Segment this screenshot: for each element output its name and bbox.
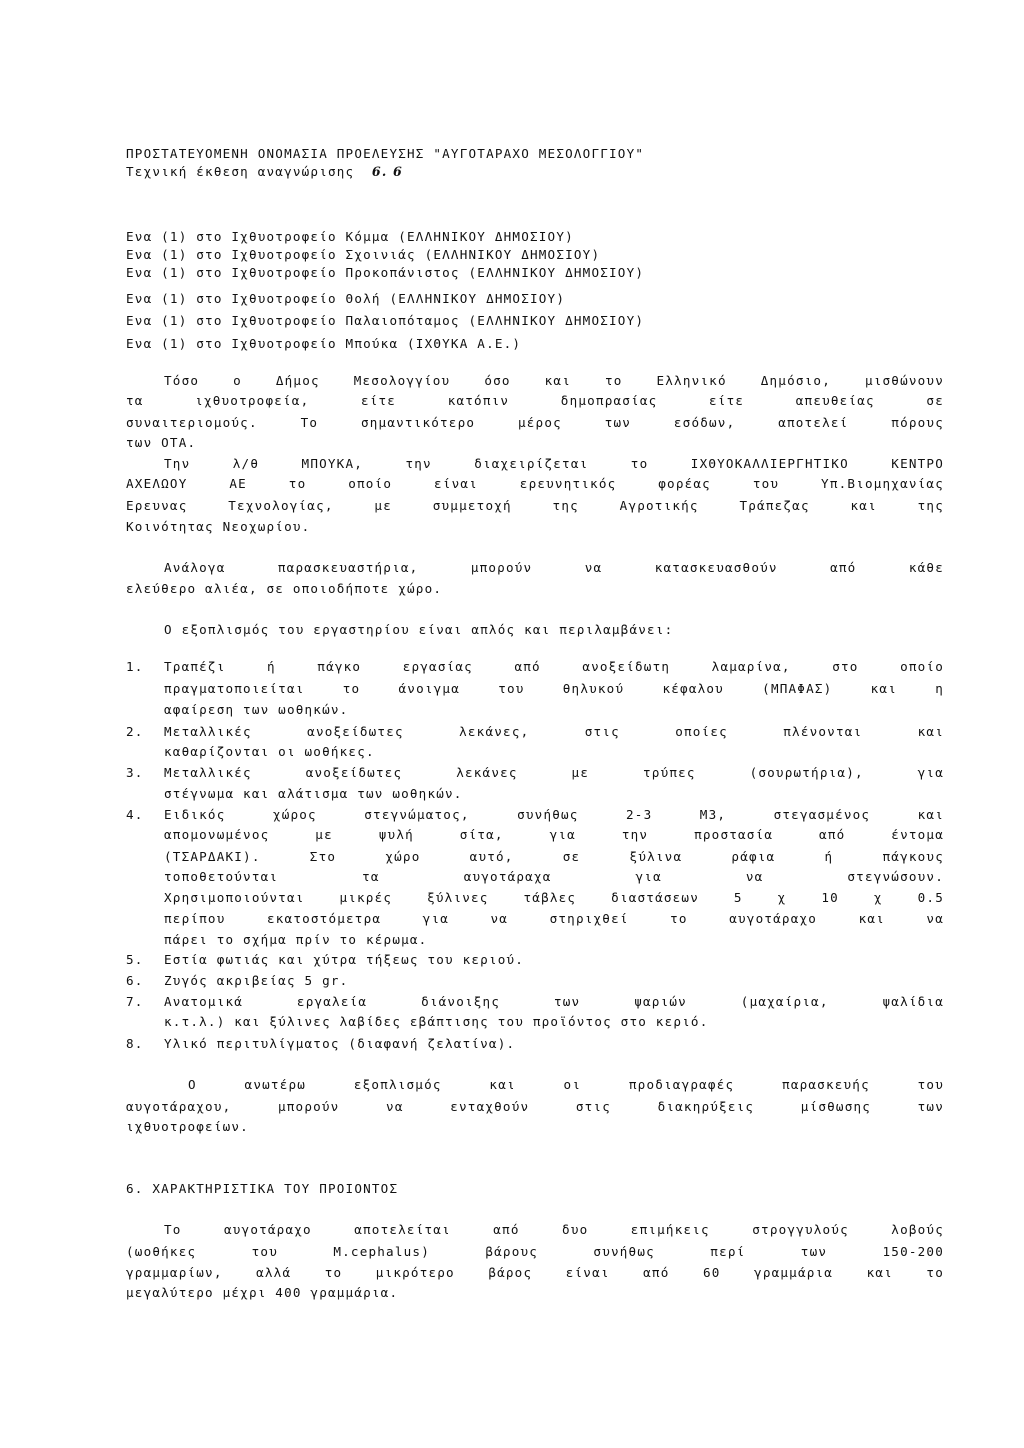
paragraph-line: μεγαλύτερο μέχρι 400 γραμμάρια. [126,1285,399,1300]
paragraph-line: Τόσο ο Δήμος Μεσολογγίου όσο και το Ελληνικό Δημόσιο, μισθώνουν [164,373,944,388]
list-item-number: 7. [126,994,144,1009]
paragraph-line: Ο ανωτέρω εξοπλισμός και οι προδιαγραφές παρασκευής του [188,1077,944,1092]
list-item-line: πραγματοποιείται το άνοιγμα του θηλυκού κέφαλου (ΜΠΑΦΑΣ) και η [164,681,944,696]
list-item-line: Υλικό περιτυλίγματος (διαφανή ζελατίνα). [164,1036,516,1051]
list-item-number: 8. [126,1036,144,1051]
list-item-number: 6. [126,973,144,988]
list-item-line: Ζυγός ακριβείας 5 gr. [164,973,349,988]
paragraph-line: Ο εξοπλισμός του εργαστηρίου είναι απλός και περιλαμβάνει: [164,622,674,637]
paragraph-line: ΑΧΕΛΩΟΥ ΑΕ το οποίο είναι ερευνητικός φορέας του Υπ.Βιομηχανίας [126,476,944,491]
list-item-line: Εστία φωτιάς και χύτρα τήξεως του κεριού. [164,952,525,967]
paragraph-line: Την λ/θ ΜΠΟΥΚΑ, την διαχειρίζεται το ΙΧΘΥΟΚΑΛΛΙΕΡΓΗΤΙΚΟ ΚΕΝΤΡΟ [164,456,944,471]
document-title: ΠΡΟΣΤΑΤΕΥΟΜΕΝΗ ΟΝΟΜΑΣΙΑ ΠΡΟΕΛΕΥΣΗΣ "ΑΥΓΟΤΑΡΑΧΟ ΜΕΣΟΛΟΓΓΙΟΥ" [126,146,645,161]
list-item-line: κ.τ.λ.) και ξύλινες λαβίδες εβάπτισης του προϊόντος στο κεριό. [164,1014,709,1029]
farm-list-item: Ενα (1) στο Ιχθυοτροφείο Παλαιοπόταμος (ΕΛΛΗΝΙΚΟΥ ΔΗΜΟΣΙΟΥ) [126,313,645,328]
list-item-number: 3. [126,765,144,780]
paragraph-line: τα ιχθυοτροφεία, είτε κατόπιν δημοπρασίας είτε απευθείας σε [126,393,944,408]
list-item-number: 2. [126,724,144,739]
paragraph-line: συναιτεριομούς. Το σημαντικότερο μέρος των εσόδων, αποτελεί πόρους [126,415,944,430]
paragraph-line: Ανάλογα παρασκευαστήρια, μπορούν να κατασκευασθούν από κάθε [164,560,944,575]
section-heading: 6. ΧΑΡΑΚΤΗΡΙΣΤΙΚΑ ΤΟΥ ΠΡΟΙΟΝΤΟΣ [126,1181,399,1196]
paragraph-line: αυγοτάραχου, μπορούν να ενταχθούν στις διακηρύξεις μίσθωσης των [126,1099,944,1114]
paragraph-line: (ωοθήκες του M.cephalus) βάρους συνήθως περί των 150-200 [126,1244,944,1259]
paragraph-line: Το αυγοτάραχο αποτελείται από δυο επιμήκεις στρογγυλούς λοβούς [164,1222,944,1237]
list-item-line: απομονωμένος με ψυλή σίτα, για την προστασία από έντομα [164,827,944,842]
list-item-number: 5. [126,952,144,967]
paragraph-line: Κοινότητας Νεοχωρίου. [126,519,311,534]
paragraph-line: ιχθυοτροφείων. [126,1119,249,1134]
farm-list-item: Ενα (1) στο Ιχθυοτροφείο Κόμμα (ΕΛΛΗΝΙΚΟΥ ΔΗΜΟΣΙΟΥ) [126,229,574,244]
list-item-line: περίπου εκατοστόμετρα για να στηριχθεί το αυγοτάραχο και να [164,911,944,926]
list-item-line: Τραπέζι ή πάγκο εργασίας από ανοξείδωτη λαμαρίνα, στο οποίο [164,659,944,674]
paragraph-line: γραμμαρίων, αλλά το μικρότερο βάρος είναι από 60 γραμμάρια και το [126,1265,944,1280]
paragraph-line: ελεύθερο αλιέα, σε οποιοδήποτε χώρο. [126,581,443,596]
list-item-number: 1. [126,659,144,674]
list-item-line: καθαρίζονται οι ωοθήκες. [164,744,375,759]
list-item-line: Ανατομικά εργαλεία διάνοιξης των ψαριών (μαχαίρια, ψαλίδια [164,994,944,1009]
list-item-line: τοποθετούνται τα αυγοτάραχα για να στεγνώσουν. [164,869,944,884]
list-item-line: πάρει το σχήμα πρίν το κέρωμα. [164,932,428,947]
list-item-line: (ΤΣΑΡΔΑΚΙ). Στο χώρο αυτό, σε ξύλινα ράφια ή πάγκους [164,849,944,864]
list-item-line: Χρησιμοποιούνται μικρές ξύλινες τάβλες διαστάσεων 5 χ 10 χ 0.5 [164,890,944,905]
farm-list-item: Ενα (1) στο Ιχθυοτροφείο Μπούκα (ΙΧΘΥΚΑ Α.Ε.) [126,336,522,351]
farm-list-item: Ενα (1) στο Ιχθυοτροφείο Θολή (ΕΛΛΗΝΙΚΟΥ ΔΗΜΟΣΙΟΥ) [126,291,566,306]
paragraph-line: Ερευνας Τεχνολογίας, με συμμετοχή της Αγροτικής Τράπεζας και της [126,498,944,513]
list-item-line: στέγνωμα και αλάτισμα των ωοθηκών. [164,786,463,801]
list-item-line: Ειδικός χώρος στεγνώματος, συνήθως 2-3 Μ3, στεγασμένος και [164,807,944,822]
paragraph-line: των ΟΤΑ. [126,435,197,450]
subtitle-text: Τεχνική έκθεση αναγνώρισης [126,164,355,179]
farm-list-item: Ενα (1) στο Ιχθυοτροφείο Προκοπάνιστος (ΕΛΛΗΝΙΚΟΥ ΔΗΜΟΣΙΟΥ) [126,265,645,280]
document-subtitle [126,164,403,180]
farm-list-item: Ενα (1) στο Ιχθυοτροφείο Σχοινιάς (ΕΛΛΗΝΙΚΟΥ ΔΗΜΟΣΙΟΥ) [126,247,601,262]
list-item-line: αφαίρεση των ωοθηκών. [164,702,349,717]
list-item-line: Μεταλλικές ανοξείδωτες λεκάνες με τρύπες (σουρωτήρια), για [164,765,944,780]
list-item-number: 4. [126,807,144,822]
list-item-line: Μεταλλικές ανοξείδωτες λεκάνες, στις οποίες πλένονται και [164,724,944,739]
handwritten-page-mark: 6. 6 [371,164,404,179]
